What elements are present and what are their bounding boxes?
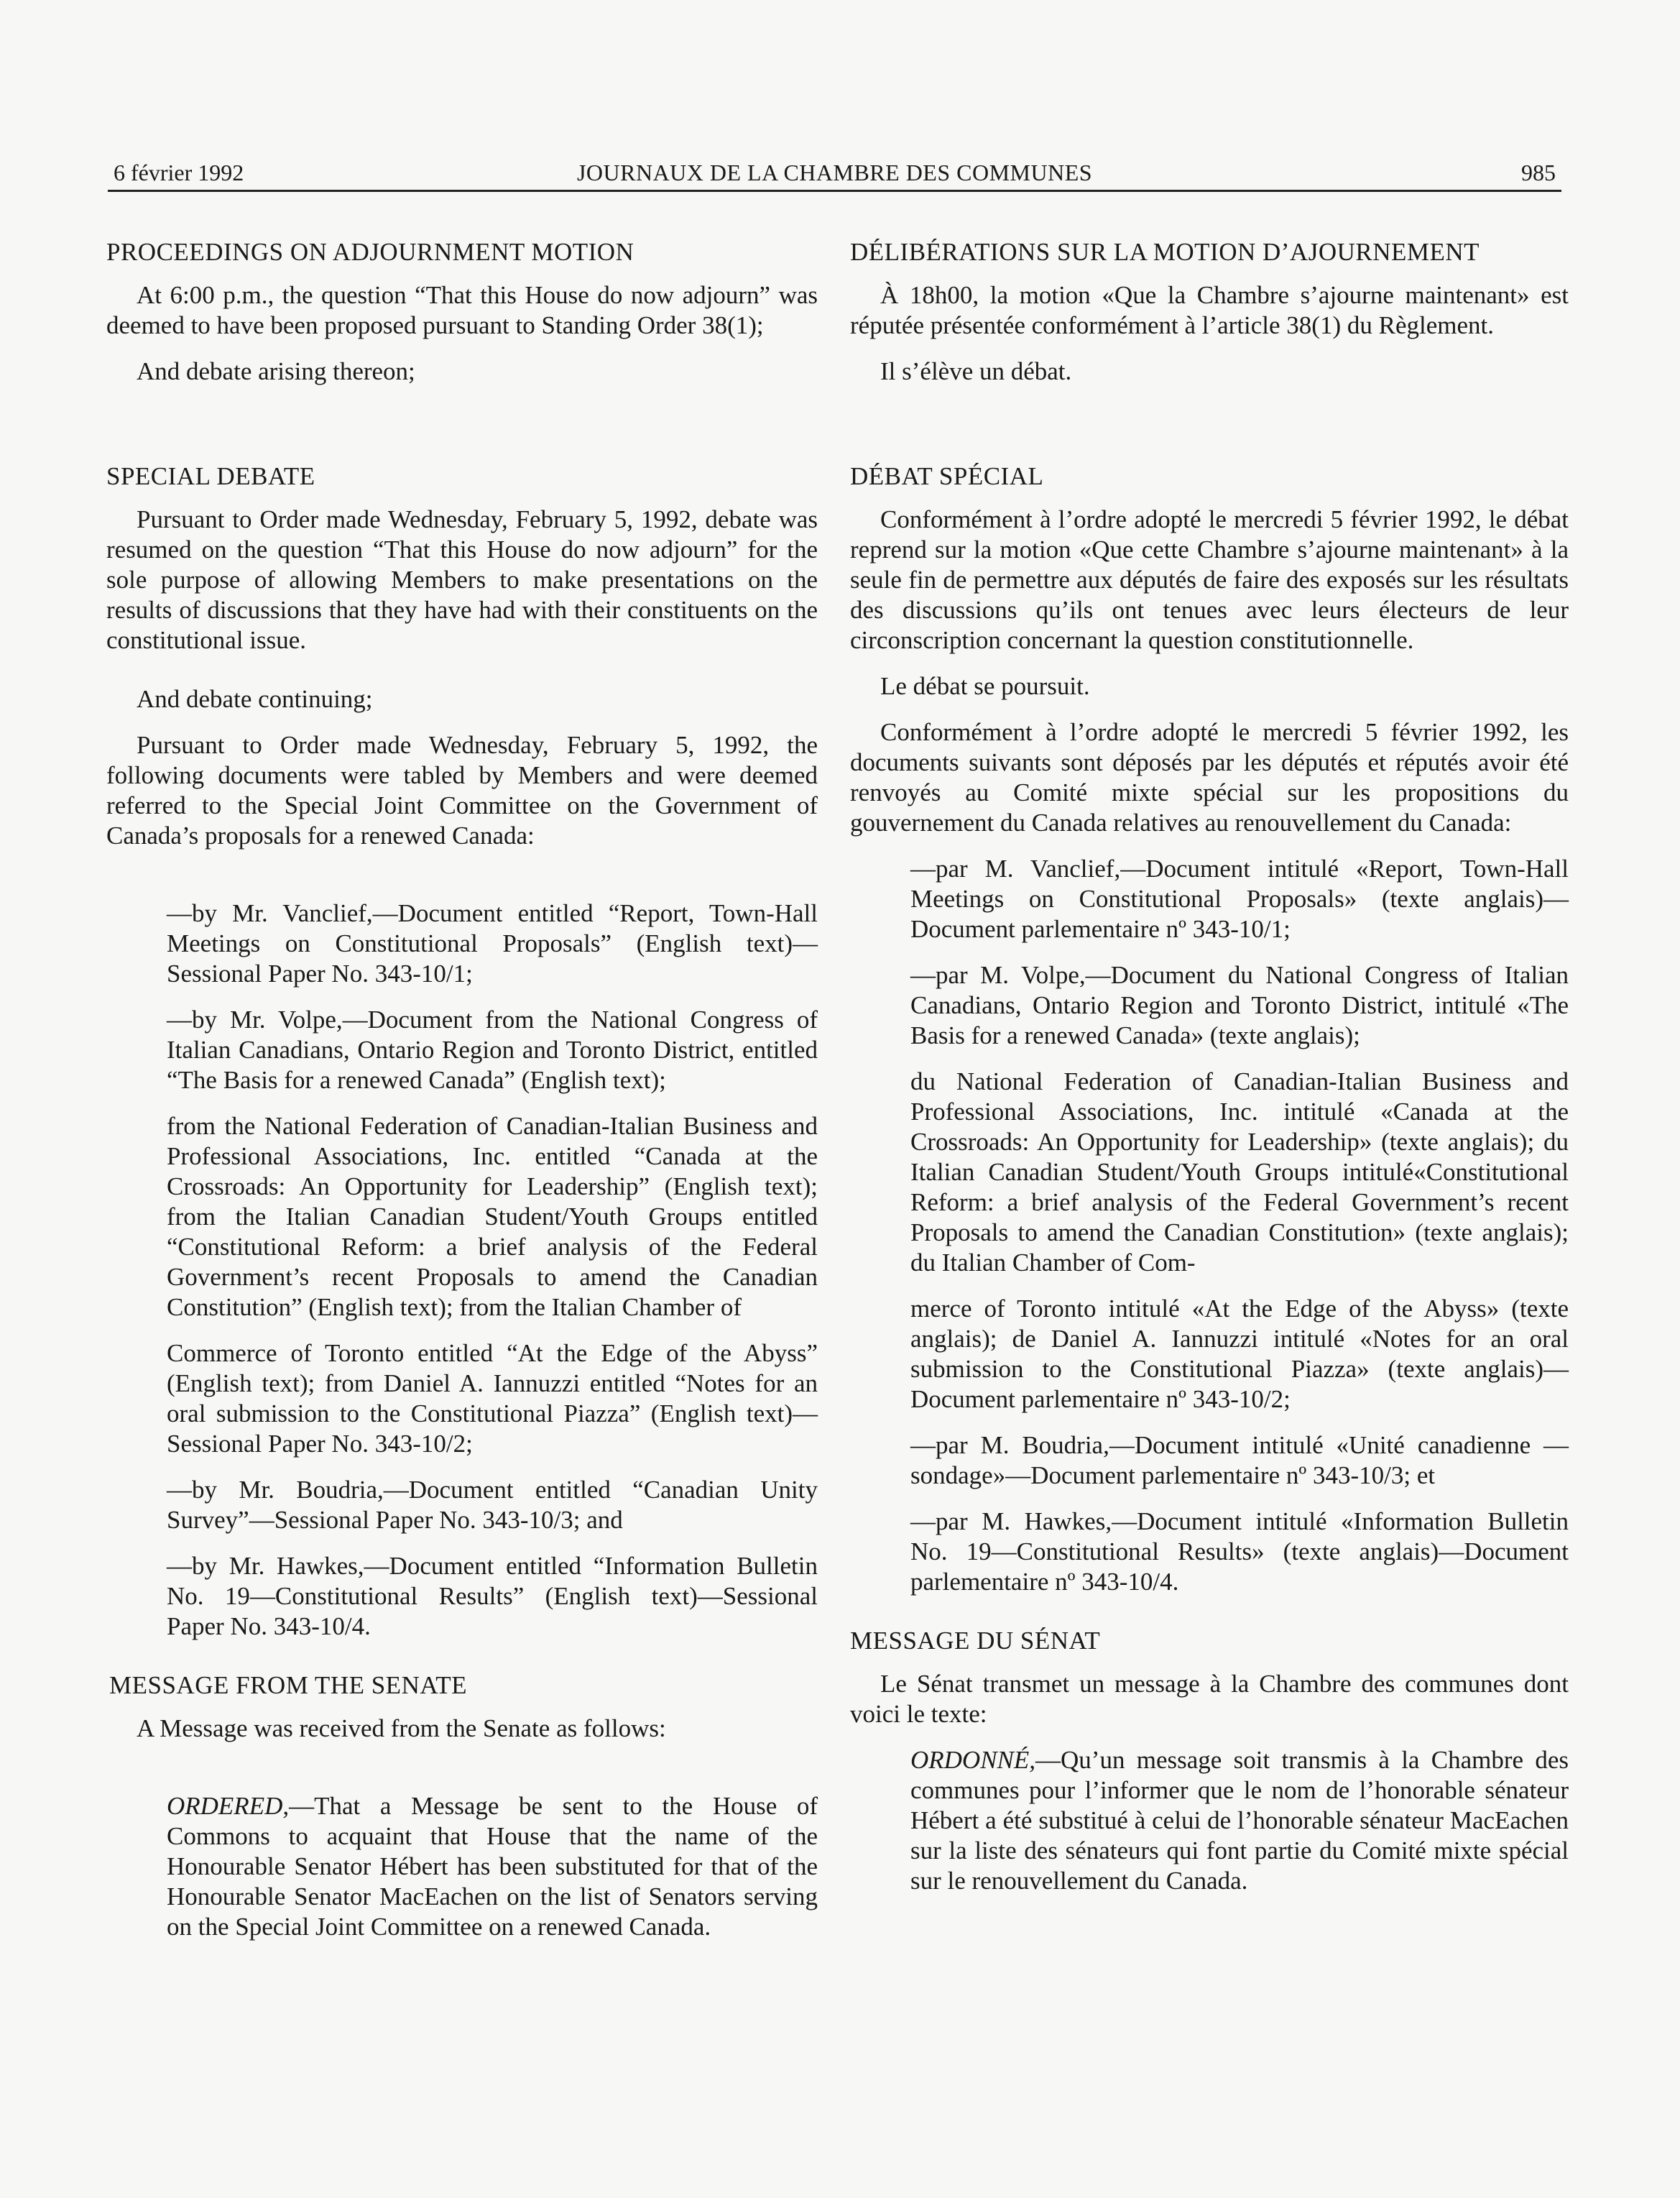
en-debate-arising: And debate arising thereon; bbox=[137, 357, 415, 385]
page-header bbox=[108, 152, 1561, 192]
en-special-debate-heading: SPECIAL DEBATE bbox=[106, 462, 315, 490]
fr-senate-intro: Le Sénat transmet un message à la Chambre des communes dont voici le texte: bbox=[850, 1670, 1569, 1728]
english-column bbox=[106, 237, 818, 1942]
en-senate-order-text: —That a Message be sent to the House of Commons to acquaint that House that the name of the Honourable Senator Hébert has been substituted for that of the Honourable Senator MacEachen on the list of Senators serving on the Special Joint Committee on a renewed Canada. bbox=[167, 1792, 818, 1941]
fr-adjournment-heading: DÉLIBÉRATIONS SUR LA MOTION D’AJOURNEMENT bbox=[850, 238, 1480, 266]
en-item-volpe: —by Mr. Volpe,—Document from the National Congress of Italian Canadians, Ontario Region and Toronto District, entitled “The Basis for a renewed Canada” (English text); bbox=[167, 1006, 818, 1094]
fr-item-hawkes: —par M. Hawkes,—Document intitulé «Information Bulletin No. 19—Constitutional Results» (texte anglais)—Document parlementaire nº 343-10/4. bbox=[910, 1507, 1569, 1596]
en-item-boudria: —by Mr. Boudria,—Document entitled “Canadian Unity Survey”—Sessional Paper No. 343-10/3; and bbox=[167, 1476, 818, 1534]
fr-item-volpe-cont2: merce of Toronto intitulé «At the Edge of the Abyss» (texte anglais); de Daniel A. Iannuzzi intitulé «Notes for an oral submission to the Constitutional Piazza» (texte anglais)—Document parlementaire nº 343-10/2; bbox=[910, 1295, 1569, 1413]
header-date: 6 février 1992 bbox=[114, 160, 244, 185]
fr-documents-tabled: Conformément à l’ordre adopté le mercredi 5 février 1992, les documents suivants sont déposés par les députés et réputés avoir été renvoyés au Comité mixte spécial sur les propositions du gouvernement du Canada relatives au renouvellement du Canada: bbox=[850, 718, 1569, 837]
en-documents-tabled: Pursuant to Order made Wednesday, February 5, 1992, the following documents were tabled by Members and were deemed referred to the Special Joint Committee on the Government of Canada’s proposals for a renewed Canada: bbox=[106, 731, 818, 850]
en-senate-order bbox=[106, 1791, 818, 1942]
en-debate-continuing: And debate continuing; bbox=[137, 685, 373, 713]
header-page-number: 985 bbox=[1521, 160, 1556, 185]
en-ordered-label: ORDERED, bbox=[167, 1792, 290, 1820]
fr-senate-heading: MESSAGE DU SÉNAT bbox=[850, 1627, 1101, 1655]
fr-adjournment-para: À 18h00, la motion «Que la Chambre s’ajourne maintenant» est réputée présentée conformément à l’article 38(1) du Règlement. bbox=[850, 281, 1569, 339]
fr-ordered-label: ORDONNÉ, bbox=[910, 1746, 1036, 1774]
fr-senate-order-text: —Qu’un message soit transmis à la Chambre des communes pour l’informer que le nom de l’honorable sénateur Hébert a été substitué à celui de l’honorable sénateur MacEachen sur la liste des sénateurs qui font partie du Comité mixte spécial sur le renouvellement du Canada. bbox=[910, 1746, 1569, 1895]
fr-special-debate-para: Conformément à l’ordre adopté le mercredi 5 février 1992, le débat reprend sur la motion «Que cette Chambre s’ajourne maintenant» à la seule fin de permettre aux députés de faire des exposés sur les résultats des discussions qu’ils ont tenues avec leurs électeurs de leur circonscription concernant la question constitutionnelle. bbox=[850, 505, 1569, 654]
en-item-hawkes: —by Mr. Hawkes,—Document entitled “Information Bulletin No. 19—Constitutional Results” (English text)—Sessional Paper No. 343-10/4. bbox=[167, 1552, 818, 1640]
en-item-volpe-cont2: Commerce of Toronto entitled “At the Edge of the Abyss” (English text); from Daniel A. Iannuzzi entitled “Notes for an oral submission to the Constitutional Piazza” (English text)—Sessional Paper No. 343-10/2; bbox=[167, 1339, 818, 1458]
fr-debate-continuing: Le débat se poursuit. bbox=[880, 672, 1090, 700]
en-adjournment-para: At 6:00 p.m., the question “That this House do now adjourn” was deemed to have been proposed pursuant to Standing Order 38(1); bbox=[106, 281, 818, 339]
fr-item-vanclief: —par M. Vanclief,—Document intitulé «Report, Town-Hall Meetings on Constitutional Proposals» (texte anglais)—Document parlementaire nº 343-10/1; bbox=[910, 855, 1569, 943]
header-journal-title: JOURNAUX DE LA CHAMBRE DES COMMUNES bbox=[576, 160, 1093, 185]
fr-debate-arising: Il s’élève un débat. bbox=[880, 357, 1072, 385]
french-column bbox=[850, 237, 1569, 1896]
en-item-volpe-cont: from the National Federation of Canadian-Italian Business and Professional Associations, Inc. entitled “Canada at the Crossroads: An Opportunity for Leadership” (English text); from the Italian Canadian Student/Youth Groups entitled “Constitutional Reform: a brief analysis of the Federal Government’s recent Proposals to amend the Canadian Constitution” (English text); from the Italian Chamber of bbox=[167, 1112, 818, 1321]
fr-item-volpe: —par M. Volpe,—Document du National Congress of Italian Canadians, Ontario Region and Toronto District, intitulé «The Basis for a renewed Canada» (texte anglais); bbox=[910, 961, 1569, 1049]
en-special-debate-para: Pursuant to Order made Wednesday, February 5, 1992, debate was resumed on the question “That this House do now adjourn” for the sole purpose of allowing Members to make presentations on the results of discussions that they have had with their constituents on the constitutional issue. bbox=[106, 505, 818, 654]
fr-special-debate-heading: DÉBAT SPÉCIAL bbox=[850, 462, 1044, 490]
en-adjournment-heading: PROCEEDINGS ON ADJOURNMENT MOTION bbox=[106, 238, 634, 266]
en-senate-heading: MESSAGE FROM THE SENATE bbox=[109, 1671, 467, 1699]
fr-item-boudria: —par M. Boudria,—Document intitulé «Unité canadienne —sondage»—Document parlementaire nº 343-10/3; et bbox=[910, 1431, 1569, 1489]
en-item-vanclief: —by Mr. Vanclief,—Document entitled “Report, Town-Hall Meetings on Constitutional Proposals” (English text)—Sessional Paper No. 343-10/1; bbox=[167, 899, 818, 988]
en-senate-intro: A Message was received from the Senate as follows: bbox=[137, 1714, 666, 1742]
fr-senate-order bbox=[850, 1745, 1569, 1896]
fr-item-volpe-cont: du National Federation of Canadian-Italian Business and Professional Associations, Inc. intitulé «Canada at the Crossroads: An Opportunity for Leadership» (texte anglais); du Italian Canadian Student/Youth Groups intitulé«Constitutional Reform: a brief analysis of the Federal Government’s recent Proposals to amend the Canadian Constitution» (texte anglais); du Italian Chamber of Com- bbox=[910, 1067, 1569, 1277]
